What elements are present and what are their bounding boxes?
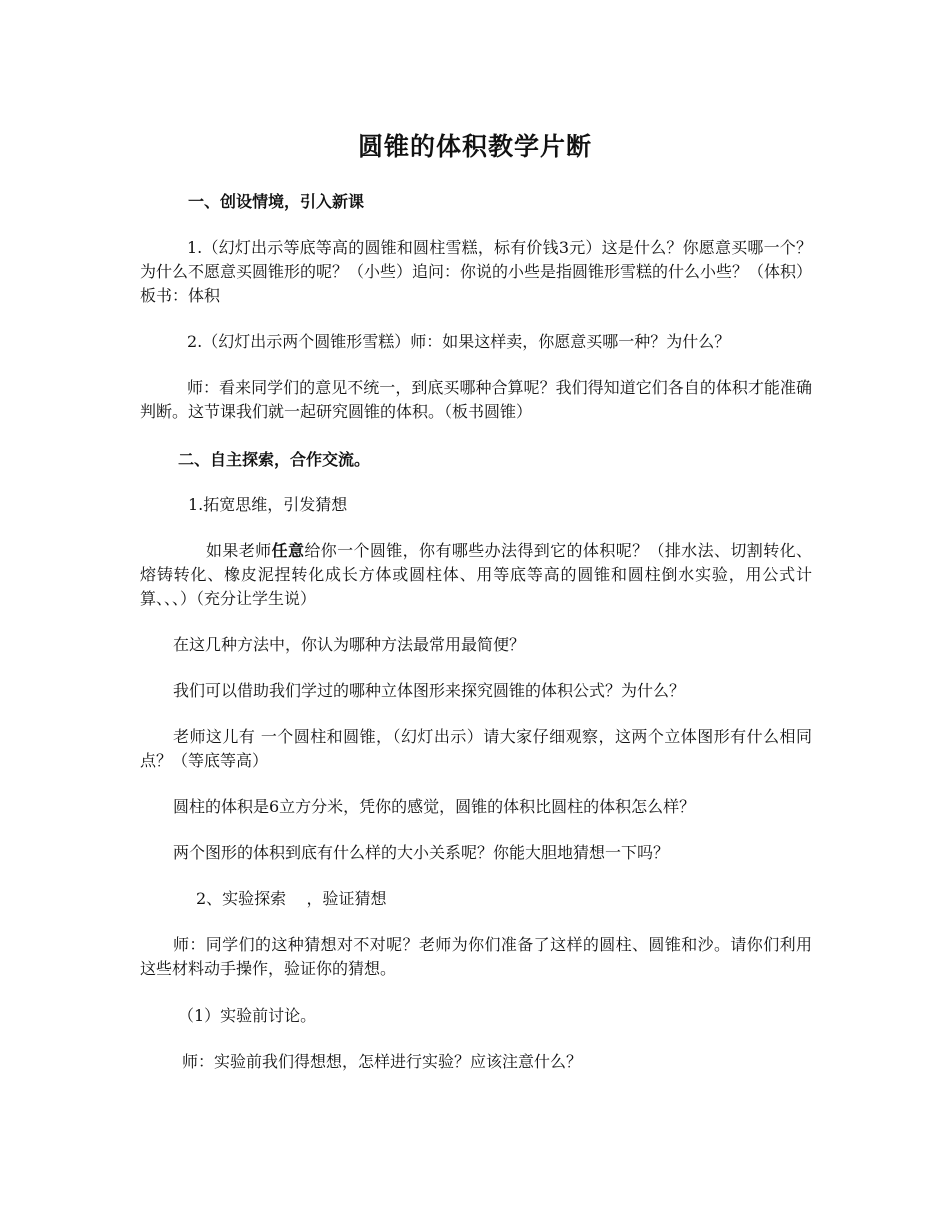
paragraph-8: 圆柱的体积是6立方分米，凭你的感觉，圆锥的体积比圆柱的体积怎么样？ — [173, 797, 696, 816]
section-heading-1: 一、创设情境，引入新课 — [188, 192, 365, 211]
paragraph-12: 师：实验前我们得想想，怎样进行实验？应该注意什么？ — [182, 1052, 583, 1071]
paragraph-7: 老师这儿有 一个圆柱和圆锥，（幻灯出示）请大家仔细观察，这两个立体图形有什么相同点？（等底等高） — [140, 727, 812, 770]
paragraph-5: 在这几种方法中，你认为哪种方法最常用最简便？ — [173, 635, 526, 654]
paragraph-9: 两个图形的体积到底有什么样的大小关系呢？你能大胆地猜想一下吗？ — [173, 843, 670, 862]
paragraph-2: 2.（幻灯出示两个圆锥形雪糕）师：如果这样卖，你愿意买哪一种？为什么？ — [187, 332, 731, 351]
paragraph-6: 我们可以借助我们学过的哪种立体图形来探究圆锥的体积公式？为什么？ — [173, 681, 686, 700]
paragraph-4 — [140, 539, 812, 611]
paragraph-10: 师：同学们的这种猜想对不对呢？老师为你们准备了这样的圆柱、圆锥和沙。请你们利用这些材料动手操作，验证你的猜想。 — [140, 935, 812, 978]
subheading-1: 1.拓宽思维，引发猜想 — [188, 495, 348, 514]
subheading-2: 2、实验探索 ，验证猜想 — [196, 889, 387, 908]
paragraph-1: 1.（幻灯出示等底等高的圆锥和圆柱雪糕，标有价钱3元）这是什么？你愿意买哪一个？为什么不愿意买圆锥形的呢？（小些）追问：你说的小些是指圆锥形雪糕的什么小些？（体积）板书：体积 — [140, 238, 813, 305]
paragraph-4-post: 给你一个圆锥，你有哪些办法得到它的体积呢？（排水法、切割转化、熔铸转化、橡皮泥捏转化成长方体或圆柱体、用等底等高的圆锥和圆柱倒水实验，用公式计算、、、）（充分让学生说） — [140, 541, 812, 608]
document-title: 圆锥的体积教学片断 — [357, 132, 592, 161]
section-heading-2: 二、自主探索，合作交流。 — [178, 450, 371, 469]
paragraph-4-pre: 如果老师 — [206, 541, 272, 560]
paragraph-3: 师：看来同学们的意见不统一，到底买哪种合算呢？我们得知道它们各自的体积才能准确判断。这节课我们就一起研究圆锥的体积。（板书圆锥） — [140, 378, 812, 421]
paragraph-11: （1）实验前讨论。 — [178, 1006, 317, 1025]
emphasis-text: 任意 — [271, 541, 305, 560]
